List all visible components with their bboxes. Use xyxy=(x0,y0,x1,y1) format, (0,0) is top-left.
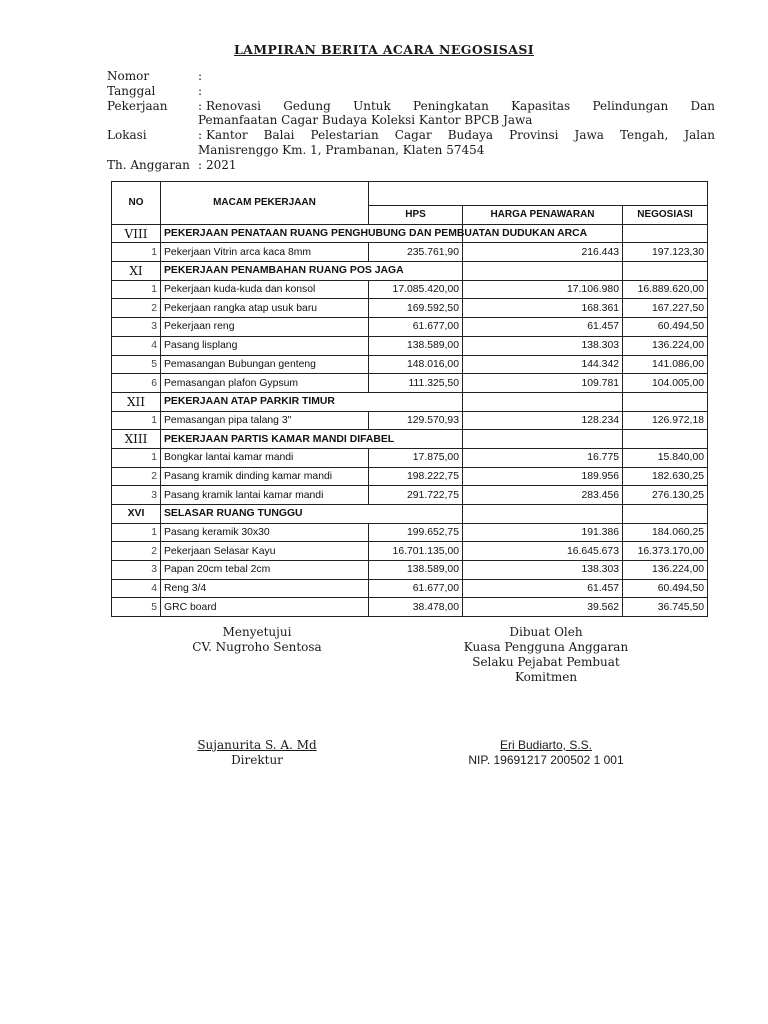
meta-nomor xyxy=(107,69,715,84)
signature-left-header xyxy=(157,625,357,655)
table-row xyxy=(112,486,708,505)
item-name: Pasang lisplang xyxy=(161,336,369,355)
section-title: PEKERJAAN PENATAAN RUANG PENGHUBUNG DAN PEMBUATAN DUDUKAN ARCA xyxy=(161,224,463,243)
item-negosiasi: 136.224,00 xyxy=(623,561,708,580)
table-row xyxy=(112,243,708,262)
signature-left-footer xyxy=(157,738,357,768)
item-name: Pasang kramik dinding kamar mandi xyxy=(161,467,369,486)
item-negosiasi: 167.227,50 xyxy=(623,299,708,318)
empty-cell xyxy=(623,505,708,524)
item-harga-penawaran: 109.781 xyxy=(463,374,623,393)
empty-cell xyxy=(623,392,708,411)
section-row xyxy=(112,224,708,243)
colon: : xyxy=(198,157,203,172)
item-harga-penawaran: 216.443 xyxy=(463,243,623,262)
table-row xyxy=(112,523,708,542)
item-hps: 235.761,90 xyxy=(369,243,463,262)
table-row xyxy=(112,579,708,598)
item-negosiasi: 60.494,50 xyxy=(623,579,708,598)
item-hps: 169.592,50 xyxy=(369,299,463,318)
tanggal-label: Tanggal xyxy=(107,83,156,98)
header-macam-pekerjaan: MACAM PEKERJAAN xyxy=(161,182,369,225)
document-title: LAMPIRAN BERITA ACARA NEGOSISASI xyxy=(233,42,534,57)
anggaran-label: Th. Anggaran xyxy=(107,157,190,172)
table-row xyxy=(112,299,708,318)
item-name: Pekerjaan rangka atap usuk baru xyxy=(161,299,369,318)
item-negosiasi: 276.130,25 xyxy=(623,486,708,505)
item-number: 2 xyxy=(112,542,161,561)
item-name: GRC board xyxy=(161,598,369,617)
made-by-label: Dibuat Oleh xyxy=(509,625,583,639)
item-name: Pasang kramik lantai kamar mandi xyxy=(161,486,369,505)
director-name: Sujanurita S. A. Md xyxy=(197,738,317,752)
item-negosiasi: 184.060,25 xyxy=(623,523,708,542)
item-number: 1 xyxy=(112,523,161,542)
item-harga-penawaran: 16.645.673 xyxy=(463,542,623,561)
item-harga-penawaran: 168.361 xyxy=(463,299,623,318)
approval-label: Menyetujui xyxy=(222,625,292,639)
colon: : xyxy=(198,83,203,98)
section-number: VIII xyxy=(112,224,161,243)
section-number: XVI xyxy=(112,505,161,524)
item-hps: 38.478,00 xyxy=(369,598,463,617)
section-title: PEKERJAAN ATAP PARKIR TIMUR xyxy=(161,392,463,411)
item-name: Pemasangan pipa talang 3" xyxy=(161,411,369,430)
signature-right-footer xyxy=(446,738,646,768)
section-row xyxy=(112,430,708,449)
item-name: Pekerjaan kuda-kuda dan konsol xyxy=(161,280,369,299)
anggaran-value: 2021 xyxy=(206,157,237,172)
table-row xyxy=(112,336,708,355)
empty-cell xyxy=(623,430,708,449)
section-number: XII xyxy=(112,392,161,411)
item-harga-penawaran: 189.956 xyxy=(463,467,623,486)
item-name: Pekerjaan Vitrin arca kaca 8mm xyxy=(161,243,369,262)
item-harga-penawaran: 128.234 xyxy=(463,411,623,430)
item-harga-penawaran: 144.342 xyxy=(463,355,623,374)
table-row xyxy=(112,598,708,617)
item-number: 2 xyxy=(112,467,161,486)
colon: : xyxy=(198,69,203,83)
item-name: Pemasangan Bubungan genteng xyxy=(161,355,369,374)
item-negosiasi: 36.745,50 xyxy=(623,598,708,617)
empty-cell xyxy=(463,262,623,281)
item-hps: 198.222,75 xyxy=(369,467,463,486)
table-row xyxy=(112,467,708,486)
section-number: XIII xyxy=(112,430,161,449)
item-number: 6 xyxy=(112,374,161,393)
empty-cell xyxy=(463,430,623,449)
item-negosiasi: 197.123,30 xyxy=(623,243,708,262)
lokasi-value-line1: Kantor Balai Pelestarian Cagar Budaya Provinsi Jawa Tengah, Jalan xyxy=(206,128,715,143)
item-hps: 138.589,00 xyxy=(369,561,463,580)
signature-right-header xyxy=(446,625,646,685)
item-hps: 138.589,00 xyxy=(369,336,463,355)
negotiation-table xyxy=(111,181,708,617)
item-harga-penawaran: 283.456 xyxy=(463,486,623,505)
item-number: 4 xyxy=(112,336,161,355)
meta-tanggal xyxy=(107,84,715,99)
item-number: 1 xyxy=(112,280,161,299)
item-name: Pemasangan plafon Gypsum xyxy=(161,374,369,393)
table-row xyxy=(112,318,708,337)
company-name: CV. Nugroho Sentosa xyxy=(192,640,322,654)
item-hps: 17.085.420,00 xyxy=(369,280,463,299)
item-hps: 291.722,75 xyxy=(369,486,463,505)
item-negosiasi: 182.630,25 xyxy=(623,467,708,486)
section-row xyxy=(112,262,708,281)
lokasi-value-line2: Manisrenggo Km. 1, Prambanan, Klaten 57454 xyxy=(198,142,485,157)
item-negosiasi: 104.005,00 xyxy=(623,374,708,393)
item-hps: 148.016,00 xyxy=(369,355,463,374)
item-negosiasi: 60.494,50 xyxy=(623,318,708,337)
section-row xyxy=(112,392,708,411)
section-title: PEKERJAAN PENAMBAHAN RUANG POS JAGA xyxy=(161,262,463,281)
empty-cell xyxy=(623,262,708,281)
item-number: 1 xyxy=(112,411,161,430)
item-harga-penawaran: 138.303 xyxy=(463,561,623,580)
header-hps: HPS xyxy=(369,206,463,225)
item-number: 3 xyxy=(112,318,161,337)
item-harga-penawaran: 61.457 xyxy=(463,579,623,598)
official-nip: NIP. 19691217 200502 1 001 xyxy=(468,753,624,767)
item-hps: 16.701.135,00 xyxy=(369,542,463,561)
table-row xyxy=(112,448,708,467)
item-negosiasi: 16.889.620,00 xyxy=(623,280,708,299)
header-harga-penawaran: HARGA PENAWARAN xyxy=(463,206,623,225)
table-body xyxy=(112,224,708,616)
official-name: Eri Budiarto, S.S. xyxy=(499,738,593,752)
item-name: Pekerjaan reng xyxy=(161,318,369,337)
item-number: 2 xyxy=(112,299,161,318)
header-negosiasi: NEGOSIASI xyxy=(623,206,708,225)
item-negosiasi: 136.224,00 xyxy=(623,336,708,355)
section-row xyxy=(112,505,708,524)
commitment-officer: Selaku Pejabat Pembuat Komitmen xyxy=(472,655,620,684)
director-position: Direktur xyxy=(231,753,283,767)
meta-block xyxy=(107,69,715,173)
item-name: Papan 20cm tebal 2cm xyxy=(161,561,369,580)
nomor-label: Nomor xyxy=(107,69,150,83)
pekerjaan-label: Pekerjaan xyxy=(107,98,168,113)
item-name: Pasang keramik 30x30 xyxy=(161,523,369,542)
table-row xyxy=(112,542,708,561)
item-number: 4 xyxy=(112,579,161,598)
item-harga-penawaran: 61.457 xyxy=(463,318,623,337)
item-hps: 17.875,00 xyxy=(369,448,463,467)
item-number: 3 xyxy=(112,486,161,505)
item-number: 1 xyxy=(112,243,161,262)
item-hps: 199.652,75 xyxy=(369,523,463,542)
item-name: Bongkar lantai kamar mandi xyxy=(161,448,369,467)
pekerjaan-value-line2: Pemanfaatan Cagar Budaya Koleksi Kantor BPCB Jawa xyxy=(198,113,533,128)
item-negosiasi: 16.373.170,00 xyxy=(623,542,708,561)
header-no: NO xyxy=(112,182,161,225)
meta-pekerjaan xyxy=(107,99,715,114)
header-blank xyxy=(369,182,708,206)
item-harga-penawaran: 191.386 xyxy=(463,523,623,542)
budget-authority: Kuasa Pengguna Anggaran xyxy=(463,640,629,654)
item-negosiasi: 141.086,00 xyxy=(623,355,708,374)
item-harga-penawaran: 16.775 xyxy=(463,448,623,467)
item-number: 5 xyxy=(112,355,161,374)
empty-cell xyxy=(463,392,623,411)
table-row xyxy=(112,374,708,393)
table-header-row xyxy=(112,182,708,206)
item-harga-penawaran: 39.562 xyxy=(463,598,623,617)
lokasi-label: Lokasi xyxy=(107,128,147,143)
table-row xyxy=(112,355,708,374)
item-harga-penawaran: 17.106.980 xyxy=(463,280,623,299)
table-row xyxy=(112,411,708,430)
item-number: 5 xyxy=(112,598,161,617)
meta-lokasi xyxy=(107,128,715,143)
item-hps: 129.570,93 xyxy=(369,411,463,430)
empty-cell xyxy=(463,505,623,524)
item-negosiasi: 126.972,18 xyxy=(623,411,708,430)
pekerjaan-value-line1: Renovasi Gedung Untuk Peningkatan Kapasitas Pelindungan Dan xyxy=(206,98,715,113)
item-harga-penawaran: 138.303 xyxy=(463,336,623,355)
tanggal-value xyxy=(206,84,715,99)
item-name: Reng 3/4 xyxy=(161,579,369,598)
meta-anggaran xyxy=(107,158,715,173)
section-title: PEKERJAAN PARTIS KAMAR MANDI DIFABEL xyxy=(161,430,463,449)
item-negosiasi: 15.840,00 xyxy=(623,448,708,467)
table-row xyxy=(112,280,708,299)
item-name: Pekerjaan Selasar Kayu xyxy=(161,542,369,561)
item-number: 3 xyxy=(112,561,161,580)
item-hps: 61.677,00 xyxy=(369,579,463,598)
item-hps: 111.325,50 xyxy=(369,374,463,393)
colon: : xyxy=(198,128,203,143)
colon: : xyxy=(198,98,203,113)
section-number: XI xyxy=(112,262,161,281)
section-title: SELASAR RUANG TUNGGU xyxy=(161,505,463,524)
nomor-value xyxy=(206,69,715,84)
item-number: 1 xyxy=(112,448,161,467)
empty-cell xyxy=(623,224,708,243)
item-hps: 61.677,00 xyxy=(369,318,463,337)
table-row xyxy=(112,561,708,580)
